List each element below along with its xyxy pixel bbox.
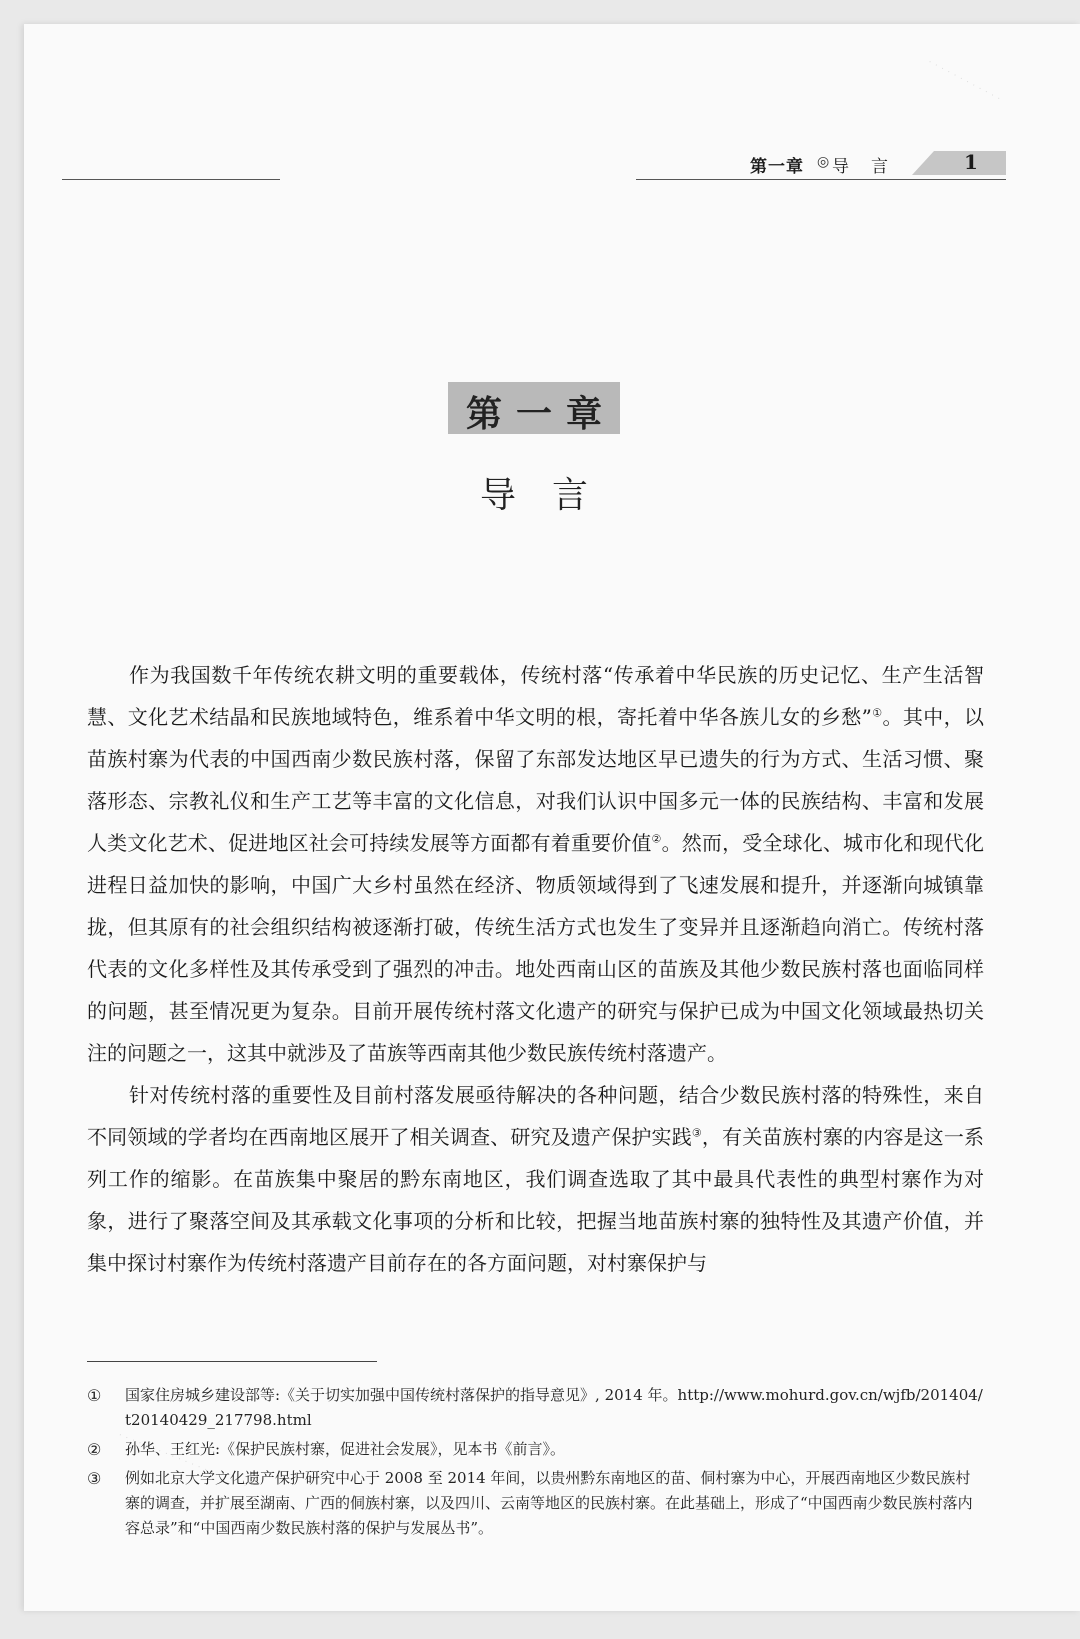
- watermark-top: · · · · · · · · · · · ·: [926, 57, 1003, 104]
- running-header-separator-icon: ◎: [817, 154, 830, 170]
- footnote-ref-1[interactable]: ①: [871, 706, 883, 720]
- paragraph-1-part-c: 。然而，受全球化、城市化和现代化进程日益加快的影响，中国广大乡村虽然在经济、物质领域得到了飞速发展和提升，并逐渐向城镇靠拢，但其原有的社会组织结构被逐渐打破，传统生活方式也发生了变异并且逐渐趋向消亡。传统村落代表的文化多样性及其传承受到了强烈的冲击。地处西南山区的苗族及其他少数民族村落也面临同样的问题，甚至情况更为复杂。目前开展传统村落文化遗产的研究与保护已成为中国文化领域最热切关注的问题之一，这其中就涉及了苗族等西南其他少数民族传统村落遗产。: [87, 831, 985, 1065]
- body-text: [87, 654, 984, 1284]
- header-right-rule: [636, 179, 1006, 180]
- page-number-tab: [912, 151, 1006, 175]
- footnote-text: 例如北京大学文化遗产保护研究中心于 2008 至 2014 年间，以贵州黔东南地区的苗、侗村寨为中心，开展西南地区少数民族村寨的调查，并扩展至湖南、广西的侗族村寨，以及四川、云南等地区的民族村寨。在此基础上，形成了“中国西南少数民族村落内容总录”和“中国西南少数民族村落的保护与发展丛书”。: [125, 1469, 973, 1537]
- paragraph-2-part-a: 针对传统村落的重要性及目前村落发展亟待解决的各种问题，结合少数民族村落的特殊性，来自不同领域的学者均在西南地区展开了相关调查、研究及遗产保护实践: [87, 1083, 984, 1149]
- watermark-bottom: · · · · · · · · · · · · · · · · · · · ·: [117, 1430, 249, 1491]
- page-number: 1: [964, 150, 978, 174]
- footnote-mark: ②: [87, 1440, 102, 1459]
- book-page: [24, 24, 1080, 1611]
- paragraph-1-part-a: 作为我国数千年传统农耕文明的重要载体，传统村落“传承着中华民族的历史记忆、生产生活智慧、文化艺术结晶和民族地域特色，维系着中华文明的根，寄托着中华各族儿女的乡愁”: [87, 663, 984, 729]
- running-header-section: 导言: [832, 157, 910, 177]
- paragraph-2: [87, 1074, 984, 1284]
- footnote-ref-3[interactable]: ③: [691, 1126, 702, 1140]
- chapter-number-title: 第一章: [465, 393, 616, 435]
- paragraph-1-part-b: 。其中，以苗族村寨为代表的中国西南少数民族村落，保留了东部发达地区早已遗失的行为方式、生活习惯、聚落形态、宗教礼仪和生产工艺等丰富的文化信息，对我们认识中国多元一体的民族结构、丰富和发展人类文化艺术、促进地区社会可持续发展等方面都有着重要价值: [87, 705, 984, 855]
- chapter-title: 导言: [480, 475, 625, 516]
- footnote-mark: ③: [87, 1469, 102, 1488]
- footnote-text: 孙华、王红光:《保护民族村寨，促进社会发展》，见本书《前言》。: [125, 1440, 566, 1458]
- footnotes: [87, 1383, 984, 1545]
- running-header-chapter: 第一章: [750, 157, 804, 177]
- footnote-rule: [87, 1361, 377, 1362]
- footnote-1: [87, 1383, 984, 1433]
- footnote-text: 国家住房城乡建设部等:《关于切实加强中国传统村落保护的指导意见》, 2014 年。http://www.mohurd.gov.cn/wjfb/201404/t20140429_217798.html: [125, 1386, 983, 1429]
- footnote-3: [87, 1466, 984, 1541]
- footnote-ref-2[interactable]: ②: [651, 832, 662, 846]
- footnote-mark: ①: [87, 1386, 102, 1405]
- footnote-2: [87, 1437, 984, 1462]
- header-left-rule: [62, 179, 280, 180]
- paragraph-1: [87, 654, 984, 1074]
- paragraph-2-part-b: ，有关苗族村寨的内容是这一系列工作的缩影。在苗族集中聚居的黔东南地区，我们调查选取了其中最具代表性的典型村寨作为对象，进行了聚落空间及其承载文化事项的分析和比较，把握当地苗族村寨的独特性及其遗产价值，并集中探讨村寨作为传统村落遗产目前存在的各方面问题，对村寨保护与: [87, 1125, 984, 1275]
